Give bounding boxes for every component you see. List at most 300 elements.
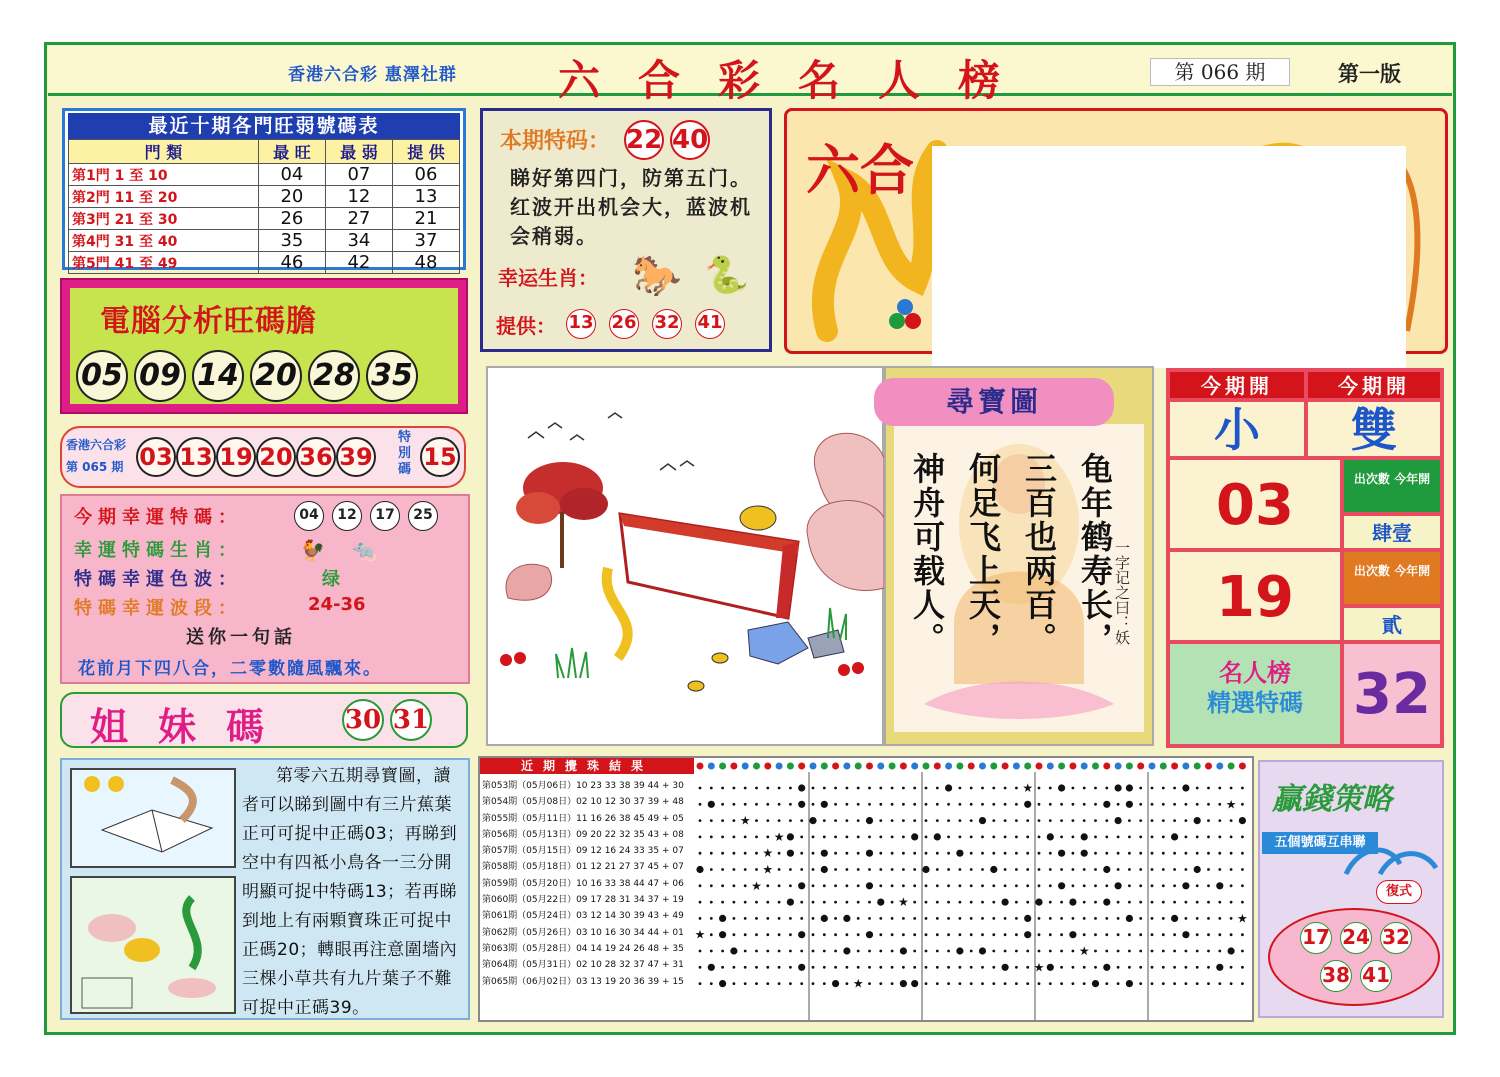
lucky-color-value: 绿: [322, 569, 340, 590]
grid-dot: [755, 966, 758, 969]
grid-dot: [868, 787, 871, 790]
grid-dot: [1139, 982, 1142, 985]
grid-dot: [1026, 966, 1029, 969]
hit-dot: [1194, 866, 1201, 873]
zone-min: 12: [325, 186, 392, 208]
grid-dot: [1218, 917, 1221, 920]
grid-dot: [1026, 868, 1029, 871]
grid-dot: [936, 982, 939, 985]
rooster-icon: 🐓: [300, 538, 325, 562]
number-ball: 19: [216, 437, 256, 477]
grid-dot: [913, 950, 916, 953]
zone-gate: 第2門 11 至 20: [69, 186, 259, 208]
grid-dot: [778, 966, 781, 969]
grid-dot: [1004, 852, 1007, 855]
header-dot: [764, 763, 771, 770]
header-dot: [730, 763, 737, 770]
grid-dot: [1060, 901, 1063, 904]
grid-dot: [812, 933, 815, 936]
hit-dot: [843, 947, 850, 954]
grid-dot: [1207, 868, 1210, 871]
grid-dot: [1230, 787, 1233, 790]
grid-dot: [710, 901, 713, 904]
grid-dot: [766, 884, 769, 887]
rat-icon: 🐀: [352, 538, 377, 562]
special-star: ★: [1078, 944, 1090, 958]
grid-dot: [879, 917, 882, 920]
grid-dot: [699, 966, 702, 969]
number-ball: 41: [1360, 960, 1392, 992]
number-ball: 15: [420, 437, 460, 477]
grid-dot: [902, 852, 905, 855]
grid-dot: [1173, 933, 1176, 936]
zone-provide: 48: [392, 252, 459, 274]
grid-dot: [721, 836, 724, 839]
grid-dot: [1094, 836, 1097, 839]
grid-dot: [913, 803, 916, 806]
grid-dot: [1173, 803, 1176, 806]
grid-dot: [1162, 950, 1165, 953]
grid-dot: [891, 787, 894, 790]
grid-dot: [1128, 836, 1131, 839]
grid-dot: [1173, 950, 1176, 953]
hit-dot: [821, 801, 828, 808]
grid-dot: [834, 966, 837, 969]
grid-dot: [721, 852, 724, 855]
grid-dot: [925, 950, 928, 953]
grid-dot: [879, 836, 882, 839]
grid-dot: [733, 884, 736, 887]
grid-dot: [744, 982, 747, 985]
grid-dot: [699, 950, 702, 953]
grid-dot: [1094, 787, 1097, 790]
number-ball: 22: [624, 120, 664, 160]
grid-dot: [1105, 787, 1108, 790]
grid-dot: [857, 917, 860, 920]
grid-dot: [1185, 982, 1188, 985]
hit-dot: [911, 980, 918, 987]
grid-dot: [1083, 966, 1086, 969]
grid-dot: [1196, 803, 1199, 806]
grid-dot: [1094, 852, 1097, 855]
grid-dot: [812, 868, 815, 871]
grid-dot: [857, 884, 860, 887]
grid-dot: [766, 787, 769, 790]
grid-dot: [834, 868, 837, 871]
grid-dot: [789, 950, 792, 953]
book-art: [72, 770, 234, 866]
grid-dot: [721, 787, 724, 790]
grid-dot: [846, 982, 849, 985]
grid-dot: [868, 917, 871, 920]
famous-list-box: [1168, 642, 1342, 746]
grid-dot: [823, 836, 826, 839]
grid-dot: [891, 852, 894, 855]
grid-dot: [879, 884, 882, 887]
grid-dot: [981, 852, 984, 855]
grid-dot: [879, 803, 882, 806]
previous-draw-label: [66, 434, 126, 478]
grid-dot: [1218, 836, 1221, 839]
count-value-1: 肆壹: [1342, 514, 1442, 550]
grid-dot: [1139, 917, 1142, 920]
poem-column: 神舟可载人。: [908, 452, 946, 656]
grid-dot: [1083, 884, 1086, 887]
grid-dot: [1162, 966, 1165, 969]
grid-dot: [1049, 868, 1052, 871]
special-star: ★: [751, 878, 762, 893]
grid-dot: [1094, 803, 1097, 806]
grid-dot: [970, 901, 973, 904]
header-dot: [968, 763, 975, 770]
grid-dot: [970, 884, 973, 887]
grid-dot: [1151, 852, 1154, 855]
grid-dot: [1185, 950, 1188, 953]
grid-dot: [959, 901, 962, 904]
grid-dot: [1218, 819, 1221, 822]
grid-dot: [1241, 966, 1244, 969]
hit-dot: [821, 850, 828, 857]
grid-dot: [1083, 982, 1086, 985]
grid-dot: [744, 836, 747, 839]
grid-dot: [789, 966, 792, 969]
grid-dot: [1207, 787, 1210, 790]
grid-dot: [1083, 917, 1086, 920]
grid-dot: [1207, 950, 1210, 953]
grid-dot: [857, 933, 860, 936]
zone-max: 35: [258, 230, 325, 252]
special-box-label: 本期特码：: [500, 129, 611, 154]
grid-dot: [1162, 836, 1165, 839]
grid-dot: [1185, 803, 1188, 806]
header-dot: [1002, 763, 1009, 770]
strategy-tag: 復式: [1376, 880, 1422, 904]
grid-dot: [992, 819, 995, 822]
grid-dot: [936, 933, 939, 936]
grid-dot: [710, 933, 713, 936]
grid-dot: [891, 933, 894, 936]
grid-dot: [1004, 884, 1007, 887]
grid-dot: [1015, 787, 1018, 790]
grid-dot: [959, 884, 962, 887]
grid-dot: [1038, 933, 1041, 936]
header-dot: [866, 763, 873, 770]
table-row: [69, 208, 460, 230]
grid-dot: [733, 819, 736, 822]
hit-dot: [832, 980, 839, 987]
grid-dot: [1207, 803, 1210, 806]
header-dot: [911, 763, 918, 770]
grid-dot: [1083, 933, 1086, 936]
grid-dot: [823, 950, 826, 953]
grid-dot: [1196, 933, 1199, 936]
zone-provide: 06: [392, 164, 459, 186]
grid-dot: [947, 982, 950, 985]
grid-dot: [1015, 950, 1018, 953]
book-illustration: [70, 768, 236, 868]
strategy-sub: 五個號碼互串聯: [1262, 832, 1378, 854]
grid-dot: [936, 950, 939, 953]
grid-dot: [947, 852, 950, 855]
grid-dot: [879, 982, 882, 985]
grid-dot: [1060, 950, 1063, 953]
grid-dot: [699, 884, 702, 887]
number-ball: 13: [566, 309, 596, 339]
grid-dot: [733, 787, 736, 790]
grid-dot: [778, 868, 781, 871]
header-dot: [776, 763, 783, 770]
header-dot: [1047, 763, 1054, 770]
grid-dot: [812, 901, 815, 904]
hit-dot: [798, 931, 805, 938]
number-ball: 30: [342, 699, 384, 741]
grid-dot: [947, 933, 950, 936]
grid-dot: [1230, 852, 1233, 855]
grid-dot: [1072, 917, 1075, 920]
number-ball: 32: [1380, 922, 1412, 954]
grid-dot: [1004, 819, 1007, 822]
poem-column: 三百也两百。: [1020, 452, 1058, 656]
grid-dot: [1038, 787, 1041, 790]
hot-number-2: 19: [1168, 550, 1342, 642]
grid-dot: [766, 933, 769, 936]
grid-dot: [1151, 787, 1154, 790]
result-row: 第065期（06月02日）03 13 19 20 36 39 + 15: [482, 976, 684, 987]
grid-dot: [1230, 884, 1233, 887]
grid-dot: [812, 836, 815, 839]
number-ball: 05: [76, 350, 128, 402]
grid-dot: [1094, 966, 1097, 969]
result-row: 第055期（05月11日）11 16 26 38 45 49 + 05: [482, 813, 684, 824]
grid-dot: [1139, 803, 1142, 806]
grid-dot: [936, 901, 939, 904]
header-dot: [832, 763, 839, 770]
grid-dot: [970, 982, 973, 985]
grid-dot: [1185, 966, 1188, 969]
grid-dot: [1241, 868, 1244, 871]
grid-dot: [992, 933, 995, 936]
grid-dot: [857, 950, 860, 953]
grid-dot: [947, 803, 950, 806]
number-ball: 35: [366, 350, 418, 402]
grid-dot: [868, 803, 871, 806]
treasure-hint-text: 第零六五期尋寶圖，讀者可以睇到圖中有三片蕉葉正可可捉中正碼03；再睇到空中有四袛小鳥各一三分開明顯可捉中特碼13；若再睇到地上有兩顆寶珠正可捉中正碼20；轉眼再注意圍墻內三棵小草共有九片葉子不難可捉中正碼39。: [242, 766, 458, 1018]
grid-dot: [778, 852, 781, 855]
grid-dot: [1218, 901, 1221, 904]
grid-dot: [868, 901, 871, 904]
grid-dot: [846, 933, 849, 936]
grid-dot: [1049, 819, 1052, 822]
grid-dot: [1026, 884, 1029, 887]
grid-dot: [812, 966, 815, 969]
hit-dot: [1092, 980, 1099, 987]
grid-dot: [1060, 836, 1063, 839]
grid-dot: [733, 966, 736, 969]
grid-dot: [992, 803, 995, 806]
grid-dot: [902, 884, 905, 887]
grid-dot: [766, 982, 769, 985]
grid-dot: [1026, 901, 1029, 904]
hit-dot: [1103, 866, 1110, 873]
garden-illustration: [70, 876, 236, 1014]
grid-dot: [1173, 787, 1176, 790]
grid-dot: [1151, 901, 1154, 904]
header-dot: [1205, 763, 1212, 770]
grid-dot: [1038, 819, 1041, 822]
grid-dot: [981, 868, 984, 871]
grid-dot: [1094, 933, 1097, 936]
grid-dot: [1117, 982, 1120, 985]
grid-dot: [1038, 852, 1041, 855]
grid-dot: [1139, 836, 1142, 839]
grid-dot: [710, 787, 713, 790]
hit-dot: [696, 866, 703, 873]
grid-dot: [925, 803, 928, 806]
grid-dot: [846, 966, 849, 969]
grid-dot: [1004, 803, 1007, 806]
grid-dot: [1151, 868, 1154, 871]
grid-dot: [778, 982, 781, 985]
grid-dot: [1072, 819, 1075, 822]
grid-dot: [1218, 803, 1221, 806]
grid-dot: [1105, 982, 1108, 985]
hit-dot: [1126, 801, 1133, 808]
grid-dot: [1241, 852, 1244, 855]
header-dot: [945, 763, 952, 770]
hit-dot: [708, 964, 715, 971]
grid-dot: [699, 836, 702, 839]
grid-dot: [1117, 868, 1120, 871]
grid-dot: [1049, 884, 1052, 887]
grid-dot: [1185, 852, 1188, 855]
grid-dot: [1004, 917, 1007, 920]
grid-dot: [789, 933, 792, 936]
hit-dot: [1171, 833, 1178, 840]
grid-dot: [959, 966, 962, 969]
header-dot: [1228, 763, 1235, 770]
header-dot: [697, 763, 704, 770]
grid-dot: [755, 917, 758, 920]
grid-dot: [981, 836, 984, 839]
grid-dot: [981, 901, 984, 904]
header-dot: [719, 763, 726, 770]
grid-dot: [1128, 868, 1131, 871]
special-star: ★: [852, 976, 864, 991]
grid-dot: [1004, 982, 1007, 985]
grid-dot: [778, 884, 781, 887]
header-dot: [1081, 763, 1088, 770]
grid-dot: [1015, 819, 1018, 822]
grid-dot: [1060, 933, 1063, 936]
grid-dot: [1196, 836, 1199, 839]
grid-dot: [834, 819, 837, 822]
grid-dot: [1015, 966, 1018, 969]
hit-dot: [1115, 882, 1122, 889]
grid-dot: [1139, 852, 1142, 855]
grid-dot: [710, 836, 713, 839]
hit-dot: [1081, 850, 1088, 857]
grid-dot: [992, 950, 995, 953]
grid-dot: [1207, 836, 1210, 839]
grid-dot: [1218, 933, 1221, 936]
grid-dot: [902, 917, 905, 920]
hit-dot: [1182, 931, 1189, 938]
poem-column: 何足飞上天，: [964, 452, 1002, 656]
grid-dot: [1060, 966, 1063, 969]
grid-dot: [846, 852, 849, 855]
grid-dot: [902, 836, 905, 839]
grid-dot: [766, 950, 769, 953]
grid-dot: [1230, 982, 1233, 985]
grid-dot: [947, 950, 950, 953]
grid-dot: [1196, 787, 1199, 790]
grid-dot: [992, 884, 995, 887]
grid-dot: [1094, 950, 1097, 953]
grid-dot: [1185, 836, 1188, 839]
grid-dot: [1072, 950, 1075, 953]
grid-dot: [744, 966, 747, 969]
grid-dot: [744, 950, 747, 953]
zone-provide: 37: [392, 230, 459, 252]
grid-dot: [834, 950, 837, 953]
grid-dot: [778, 950, 781, 953]
header-dot: [1149, 763, 1156, 770]
grid-dot: [1196, 982, 1199, 985]
grid-dot: [913, 787, 916, 790]
grid-dot: [1207, 852, 1210, 855]
grid-dot: [1060, 803, 1063, 806]
grid-dot: [812, 917, 815, 920]
grid-dot: [721, 950, 724, 953]
header-dot: [934, 763, 941, 770]
grid-dot: [1162, 787, 1165, 790]
grid-dot: [834, 836, 837, 839]
grid-dot: [755, 933, 758, 936]
grid-dot: [766, 966, 769, 969]
grid-dot: [1173, 868, 1176, 871]
hit-dot: [1103, 964, 1110, 971]
grid-dot: [733, 868, 736, 871]
grid-dot: [1241, 933, 1244, 936]
grid-dot: [755, 787, 758, 790]
grid-dot: [721, 868, 724, 871]
grid-dot: [925, 852, 928, 855]
grid-dot: [1162, 819, 1165, 822]
grid-dot: [834, 933, 837, 936]
header-dot: [1171, 763, 1178, 770]
results-dot-grid: [696, 760, 1252, 1020]
count-value-2: 貳: [1342, 606, 1442, 642]
result-row: 第054期（05月08日）02 10 12 30 37 39 + 48: [482, 797, 684, 808]
result-row: 第063期（05月28日）04 14 19 24 26 48 + 35: [482, 943, 684, 954]
grid-dot: [1139, 868, 1142, 871]
grid-dot: [812, 787, 815, 790]
special-box-provide-numbers: [566, 309, 725, 339]
grid-dot: [1004, 933, 1007, 936]
table-row: [69, 252, 460, 274]
header-org: 香港六合彩 惠澤社群: [288, 65, 457, 85]
grid-dot: [936, 803, 939, 806]
header-dot: [1194, 763, 1201, 770]
header-dot: [821, 763, 828, 770]
grid-dot: [1072, 966, 1075, 969]
zone-min: 34: [325, 230, 392, 252]
grid-dot: [925, 966, 928, 969]
grid-dot: [947, 966, 950, 969]
grid-dot: [936, 966, 939, 969]
header-dot: [1103, 763, 1110, 770]
grid-dot: [879, 868, 882, 871]
